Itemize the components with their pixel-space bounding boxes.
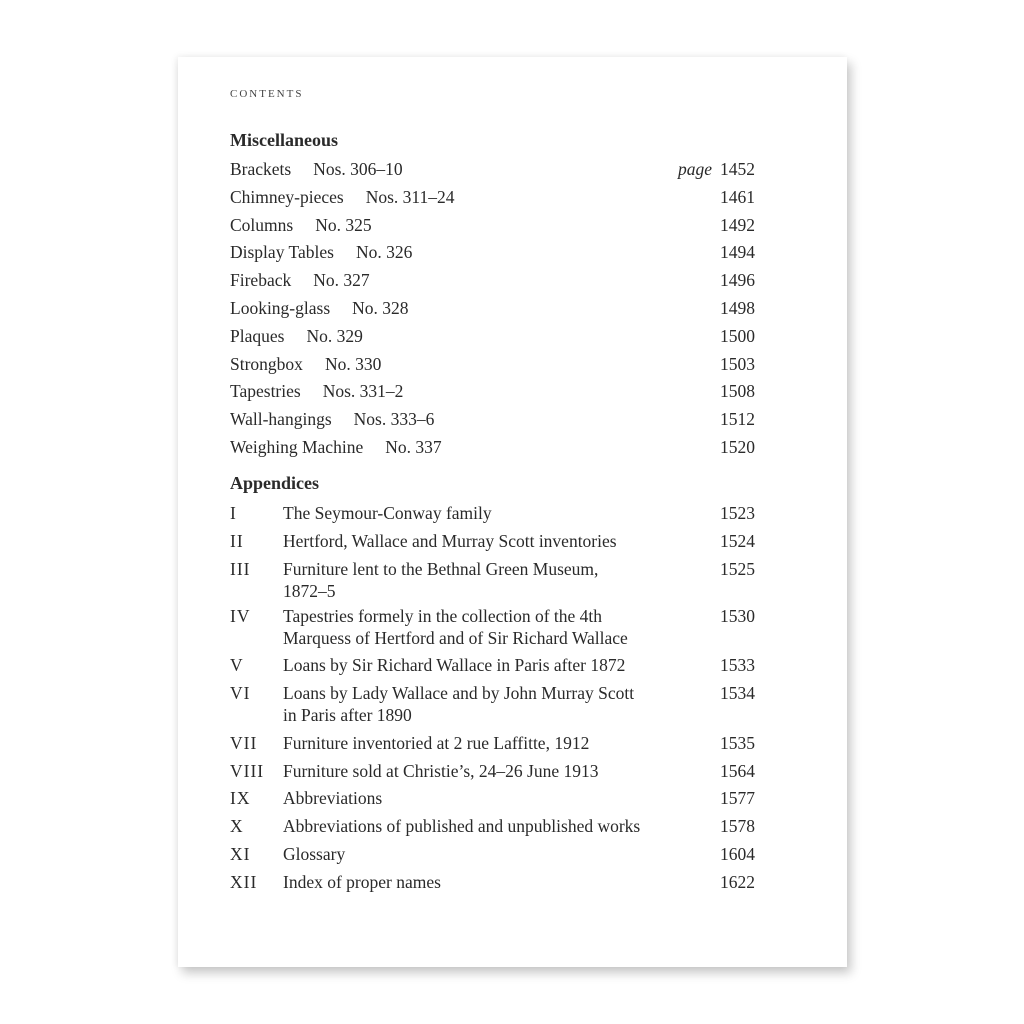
entry-title: Looking-glass: [230, 298, 331, 318]
entry-title: Display Tables: [230, 242, 334, 262]
entry-label: [230, 241, 412, 263]
page-number: 1622: [720, 872, 755, 892]
running-head: CONTENTS: [230, 88, 304, 100]
page-number: 1535: [720, 733, 755, 753]
appendix-title-line: Glossary: [283, 844, 346, 864]
entry-page: [720, 297, 755, 319]
page-number: 1508: [720, 381, 755, 401]
entry-title: Brackets: [230, 159, 292, 179]
entry-title: Wall-hangings: [230, 409, 332, 429]
appendix-number: X: [230, 816, 244, 836]
page-number: 1578: [720, 816, 755, 836]
entry-page: [720, 241, 755, 263]
appendix-title: [283, 787, 703, 809]
appendix-title-line: The Seymour-Conway family: [283, 503, 492, 523]
page-number: 1524: [720, 531, 755, 551]
appendix-title-line: Marquess of Hertford and of Sir Richard Wallace: [283, 628, 628, 648]
entry-numbers: Nos. 333–6: [353, 409, 435, 429]
appendix-title-line: Furniture sold at Christie’s, 24–26 June 1913: [283, 761, 599, 781]
page-number: 1492: [720, 215, 755, 235]
entry-title: Weighing Machine: [230, 437, 364, 457]
page-number: 1523: [720, 503, 755, 523]
entry-title: Fireback: [230, 270, 292, 290]
entry-label: [230, 186, 455, 208]
appendix-number: IX: [230, 788, 251, 808]
appendix-number: III: [230, 559, 251, 579]
page-number: 1533: [720, 655, 755, 675]
entry-title: Tapestries: [230, 381, 301, 401]
page-number: 1525: [720, 559, 755, 579]
entry-numbers: No. 330: [324, 354, 382, 374]
entry-label: [230, 353, 381, 375]
entry-numbers: No. 325: [315, 215, 372, 235]
appendix-number: XII: [230, 872, 258, 892]
appendix-title-line: Hertford, Wallace and Murray Scott inventories: [283, 531, 617, 551]
page-number: 1498: [720, 298, 755, 318]
entry-title: Chimney-pieces: [230, 187, 344, 207]
entry-numbers: No. 328: [352, 298, 409, 318]
book-page: [178, 57, 847, 967]
appendix-title: [283, 502, 703, 524]
page-number: 1461: [720, 187, 755, 207]
entry-label: [230, 214, 372, 236]
entry-numbers: No. 327: [313, 270, 370, 290]
appendix-title: [283, 843, 703, 865]
entry-label: [230, 325, 363, 347]
section-title-miscellaneous: Miscellaneous: [230, 130, 338, 150]
section-title-appendices: Appendices: [230, 473, 320, 493]
page-number: 1530: [720, 606, 755, 626]
appendix-title: [283, 760, 703, 782]
appendix-title-line: Index of proper names: [283, 872, 441, 892]
entry-page: [720, 408, 755, 430]
entry-page: [720, 353, 755, 375]
appendix-number: VIII: [230, 761, 265, 781]
appendix-number: XI: [230, 844, 251, 864]
entry-title: Plaques: [230, 326, 285, 346]
appendix-title: [283, 682, 703, 726]
entry-label: [230, 436, 442, 458]
entry-page: [720, 380, 755, 402]
appendix-number: VI: [230, 683, 251, 703]
appendix-title-line: Loans by Sir Richard Wallace in Paris after 1872: [283, 655, 626, 675]
entry-label: [230, 269, 370, 291]
page-number: 1496: [720, 270, 755, 290]
appendix-title: [283, 605, 703, 649]
page-number: 1520: [720, 437, 755, 457]
appendix-title-line: Furniture lent to the Bethnal Green Museum,: [283, 559, 599, 579]
page-number: 1500: [720, 326, 755, 346]
appendix-title-line: Furniture inventoried at 2 rue Laffitte, 1912: [283, 733, 590, 753]
page-number: 1564: [720, 761, 755, 781]
entry-numbers: No. 329: [306, 326, 363, 346]
entry-title: Columns: [230, 215, 294, 235]
entry-label: [230, 380, 403, 402]
entry-numbers: Nos. 331–2: [322, 381, 404, 401]
appendix-title-line: Tapestries formely in the collection of the 4th: [283, 606, 603, 626]
page-number: 1534: [720, 683, 755, 703]
appendix-number: I: [230, 503, 237, 523]
page-number: 1494: [720, 242, 755, 262]
appendix-title-line: Loans by Lady Wallace and by John Murray Scott: [283, 683, 635, 703]
entry-title: Strongbox: [230, 354, 303, 374]
entry-page: [720, 325, 755, 347]
page-number: 1512: [720, 409, 755, 429]
appendix-title-line: in Paris after 1890: [283, 705, 412, 725]
entry-page: [720, 214, 755, 236]
page-number: 1503: [720, 354, 755, 374]
entry-page: [678, 158, 755, 180]
appendix-number: IV: [230, 606, 251, 626]
entry-numbers: No. 326: [355, 242, 413, 262]
appendix-title: [283, 732, 703, 754]
page-number: 1604: [720, 844, 755, 864]
page-number: 1452: [720, 159, 755, 179]
entry-numbers: Nos. 306–10: [313, 159, 403, 179]
appendix-title: [283, 558, 703, 602]
appendix-title: [283, 654, 703, 676]
entry-page: [720, 186, 755, 208]
appendix-title-line: Abbreviations of published and unpublished works: [283, 816, 641, 836]
page-number: 1577: [720, 788, 755, 808]
page-word: page: [677, 159, 712, 179]
entry-page: [720, 269, 755, 291]
appendix-title: [283, 871, 703, 893]
entry-numbers: Nos. 311–24: [365, 187, 455, 207]
appendix-title: [283, 530, 703, 552]
entry-page: [720, 436, 755, 458]
appendix-title-line: 1872–5: [283, 581, 336, 601]
entry-label: [230, 408, 434, 430]
appendix-number: VII: [230, 733, 258, 753]
appendix-number: II: [230, 531, 244, 551]
appendix-title: [283, 815, 703, 837]
entry-label: [230, 158, 403, 180]
appendix-title-line: Abbreviations: [283, 788, 383, 808]
appendix-number: V: [230, 655, 244, 675]
entry-numbers: No. 337: [385, 437, 442, 457]
entry-label: [230, 297, 409, 319]
